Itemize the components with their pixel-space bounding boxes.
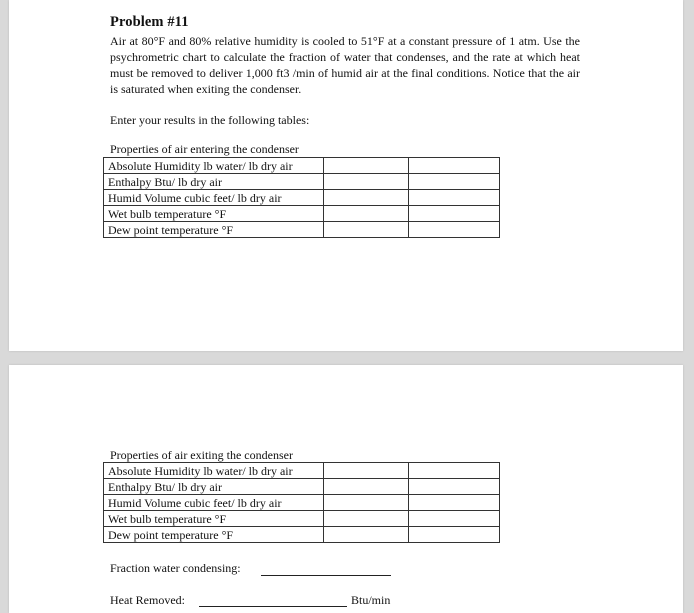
heat-label: Heat Removed:: [110, 593, 185, 607]
heat-unit: Btu/min: [351, 593, 391, 607]
answer-cell[interactable]: [409, 222, 500, 238]
table-row: [104, 222, 500, 238]
table-row: [104, 495, 500, 511]
fraction-label: Fraction water condensing:: [110, 561, 241, 575]
answer-cell[interactable]: [409, 206, 500, 222]
row-label: Enthalpy Btu/ lb dry air: [104, 174, 324, 190]
row-label: Dew point temperature °F: [104, 222, 324, 238]
entering-properties-table: [103, 157, 500, 238]
entering-table-caption: Properties of air entering the condenser: [110, 142, 299, 156]
answer-cell[interactable]: [324, 479, 409, 495]
table-row: [104, 463, 500, 479]
answer-cell[interactable]: [324, 511, 409, 527]
exiting-table-caption: Properties of air exiting the condenser: [110, 448, 293, 462]
answer-cell[interactable]: [409, 511, 500, 527]
document-page-1: [9, 0, 683, 351]
fraction-answer-blank[interactable]: [261, 574, 391, 576]
table-row: [104, 206, 500, 222]
answer-cell[interactable]: [409, 463, 500, 479]
answer-cell[interactable]: [409, 174, 500, 190]
answer-cell[interactable]: [409, 527, 500, 543]
row-label: Absolute Humidity lb water/ lb dry air: [104, 463, 324, 479]
answer-cell[interactable]: [324, 463, 409, 479]
problem-text: Air at 80°F and 80% relative humidity is cooled to 51°F at a constant pressure of 1 atm. Use the psychrometric chart to calculate the fraction of water that condenses, and the rate at which heat must be removed to deliver 1,000 ft3 /min of humid air at the final conditions. Notice that the air is saturated when exiting the condenser.: [110, 34, 580, 96]
row-label: Absolute Humidity lb water/ lb dry air: [104, 158, 324, 174]
table-row: [104, 190, 500, 206]
problem-title: Problem #11: [110, 14, 189, 30]
answer-cell[interactable]: [409, 495, 500, 511]
answer-cell[interactable]: [324, 222, 409, 238]
document-page-2: [9, 365, 683, 613]
answer-cell[interactable]: [409, 190, 500, 206]
table-row: [104, 479, 500, 495]
row-label: Humid Volume cubic feet/ lb dry air: [104, 495, 324, 511]
table-row: [104, 511, 500, 527]
row-label: Enthalpy Btu/ lb dry air: [104, 479, 324, 495]
answer-cell[interactable]: [324, 206, 409, 222]
exiting-properties-table: [103, 462, 500, 543]
answer-cell[interactable]: [324, 190, 409, 206]
row-label: Wet bulb temperature °F: [104, 206, 324, 222]
answer-cell[interactable]: [409, 158, 500, 174]
instruction-text: Enter your results in the following tables:: [110, 113, 310, 127]
answer-cell[interactable]: [324, 495, 409, 511]
table-row: [104, 158, 500, 174]
row-label: Humid Volume cubic feet/ lb dry air: [104, 190, 324, 206]
answer-cell[interactable]: [409, 479, 500, 495]
table-row: [104, 174, 500, 190]
heat-answer-blank[interactable]: [199, 605, 347, 607]
row-label: Dew point temperature °F: [104, 527, 324, 543]
answer-cell[interactable]: [324, 174, 409, 190]
answer-cell[interactable]: [324, 158, 409, 174]
table-row: [104, 527, 500, 543]
row-label: Wet bulb temperature °F: [104, 511, 324, 527]
answer-cell[interactable]: [324, 527, 409, 543]
